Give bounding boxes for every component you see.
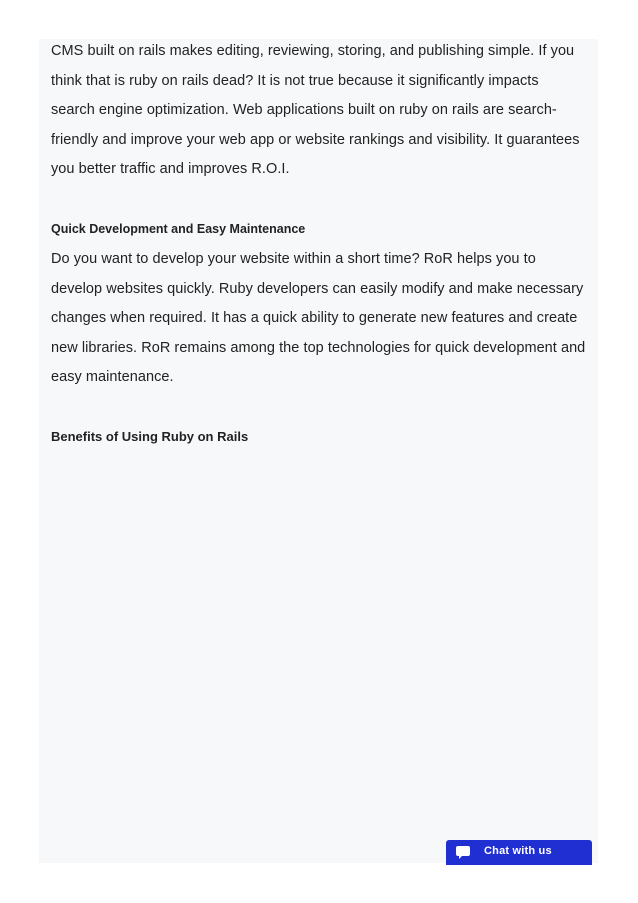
chat-bubble-icon — [456, 846, 470, 859]
article-paragraph: CMS built on rails makes editing, reviewing, storing, and publishing simple. If you think that is ruby on rails dead? It is not true because it significantly impacts search engine optimization. Web applications built on ruby on rails are search-friendly and improve your web app or website rankings and visibility. It guarantees you better traffic and improves R.O.I. — [51, 43, 580, 177]
chat-with-us-button[interactable] — [446, 840, 592, 865]
article-paragraph: Do you want to develop your website within a short time? RoR helps you to develop websites quickly. Ruby developers can easily modify and make necessary changes when required. It has a quick ability to generate new features and create new libraries. RoR remains among the top technologies for quick development and easy maintenance. — [51, 251, 586, 385]
section-heading: Quick Development and Easy Maintenance — [51, 222, 306, 236]
section-heading: Benefits of Using Ruby on Rails — [51, 429, 249, 444]
article-content-panel — [39, 39, 598, 863]
chat-label: Chat with us — [484, 845, 552, 857]
